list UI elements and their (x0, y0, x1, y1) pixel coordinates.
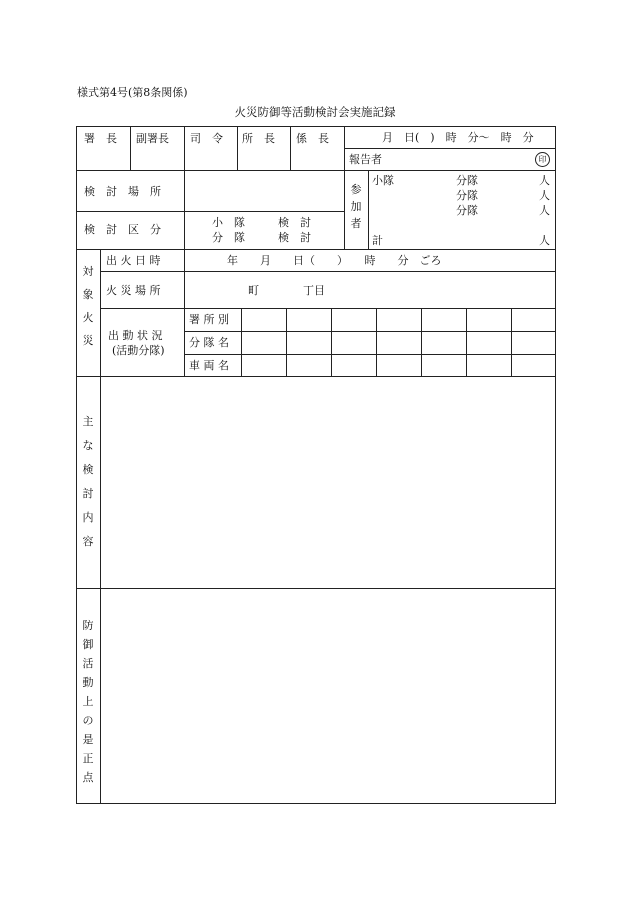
fire-place-label: 火 災 場 所 (106, 284, 161, 297)
participants-total-person: 人 (539, 234, 550, 247)
main-content-label: 主 な 検 討 内 容 (82, 415, 94, 548)
dispatch-sub-label: (活動分隊) (112, 344, 165, 357)
station-row-label: 署 所 別 (189, 313, 229, 326)
meeting-datetime: 月 日( ) 時 分〜 時 分 (382, 131, 534, 144)
place-label: 検 討 場 所 (84, 185, 161, 198)
target-fire-label: 対 象 火 災 (82, 265, 94, 347)
header-shirei: 司 令 (190, 132, 223, 145)
header-kakaricho: 係 長 (296, 132, 329, 145)
header-fuku-shocho: 副署長 (136, 132, 169, 145)
participants-total: 計 (372, 234, 383, 247)
correction-points-label: 防 御 活 動 上 の 是 正 点 (82, 619, 94, 784)
participants-person-3: 人 (539, 204, 550, 217)
unit-row-label: 分 隊 名 (189, 336, 229, 349)
kubun-label: 検 討 区 分 (84, 223, 161, 236)
participants-person-2: 人 (539, 189, 550, 202)
form-number: 様式第4号(第8条関係) (77, 86, 188, 99)
participants-buntai-1: 分隊 (456, 174, 478, 187)
kubun-option-shotai: 小 隊 検 討 (212, 216, 311, 229)
vehicle-row-label: 車 両 名 (189, 359, 229, 372)
participants-buntai-2: 分隊 (456, 189, 478, 202)
participants-label: 参 加 者 (350, 183, 362, 230)
kubun-option-buntai: 分 隊 検 討 (212, 231, 311, 244)
participants-buntai-3: 分隊 (456, 204, 478, 217)
document-title: 火災防御等活動検討会実施記録 (234, 105, 396, 119)
record-form (76, 126, 556, 804)
outbreak-datetime-label: 出 火 日 時 (106, 254, 161, 267)
participants-person-1: 人 (539, 174, 550, 187)
fire-place-value: 町 丁目 (248, 284, 325, 297)
header-shocho2: 所 長 (242, 132, 275, 145)
header-shocho: 署 長 (84, 132, 117, 145)
reporter-label: 報告者 (349, 153, 382, 166)
outbreak-datetime-value: 年 月 日（ ） 時 分 ごろ (227, 254, 442, 267)
dispatch-label: 出 動 状 況 (108, 329, 163, 342)
participants-shotai: 小隊 (372, 174, 394, 187)
seal-mark: 印 (535, 152, 550, 167)
